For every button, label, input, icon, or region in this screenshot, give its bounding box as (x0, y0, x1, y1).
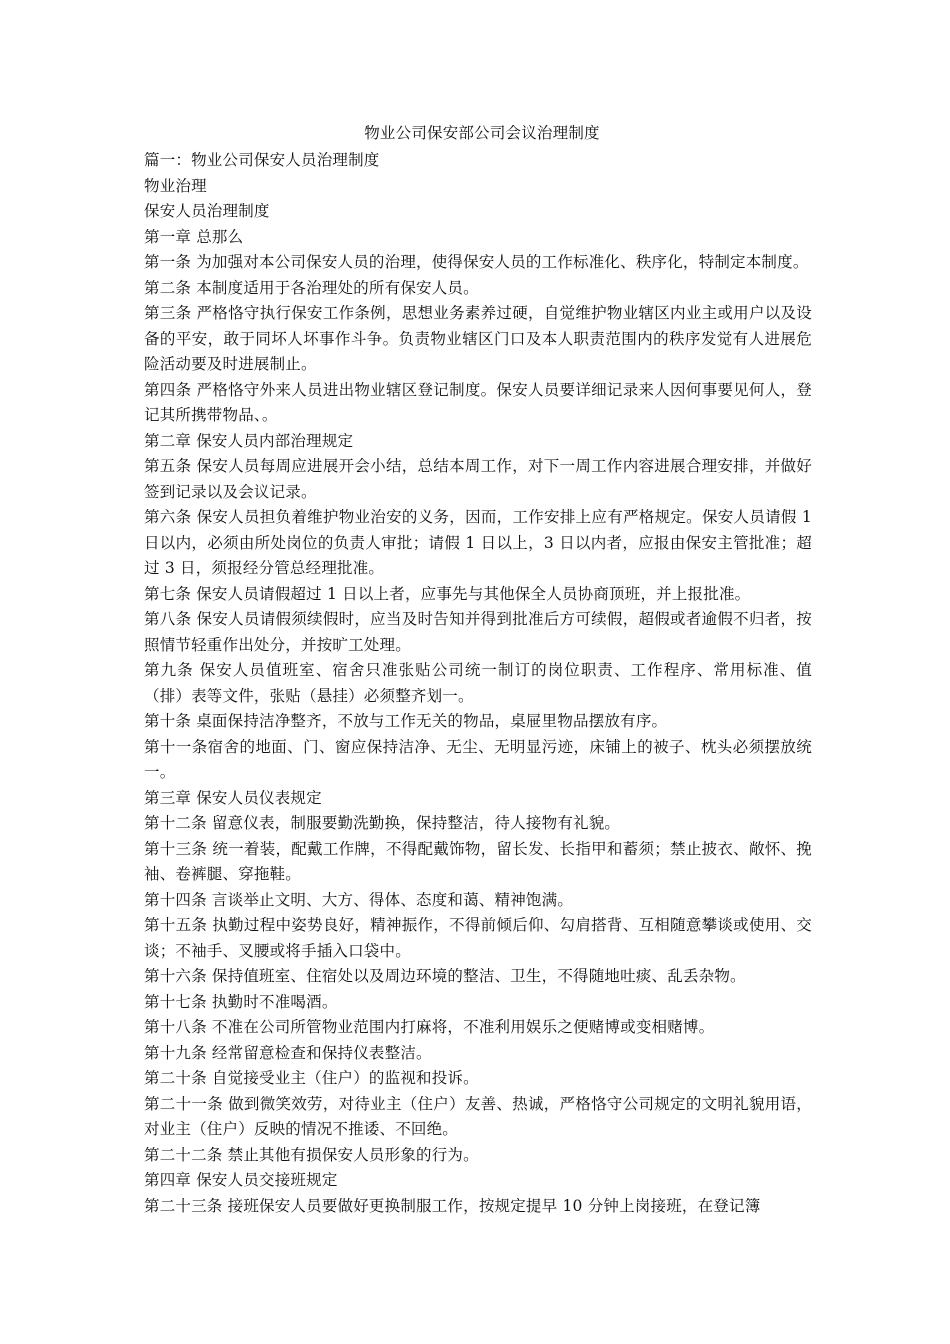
document-paragraph: 第二十三条 接班保安人员要做好更换制服工作，按规定提早 10 分钟上岗接班，在登记簿 (144, 1196, 761, 1215)
document-paragraph: 第二条 本制度适用于各治理处的所有保安人员。 (144, 278, 479, 297)
document-paragraph: 第十条 桌面保持洁净整齐，不放与工作无关的物品，桌屉里物品摆放有序。 (144, 712, 668, 730)
document-paragraph: 第一条 为加强对本公司保安人员的治理，使得保安人员的工作标准化、秩序化，特制定本制度。 (144, 253, 809, 271)
document-body (144, 120, 812, 1219)
document-paragraph: 第二十二条 禁止其他有损保安人员形象的行为。 (144, 1145, 479, 1164)
document-paragraph: 第三条 严格恪守执行保安工作条例，思想业务素养过硬，自觉维护物业辖区内业主或用户以及设备的平安，敢于同坏人坏事作斗争。负责物业辖区门口及本人职责范围内的秩序发觉有人进展危险活动要及时进展制止。 (144, 304, 812, 373)
document-paragraph: 第十八条 不准在公司所管物业范围内打麻将，不准利用娱乐之便赌博或变相赌博。 (144, 1018, 715, 1036)
document-paragraph: 第三章 保安人员仪表规定 (144, 788, 322, 807)
document-paragraph: 第十九条 经常留意检查和保持仪表整洁。 (144, 1043, 432, 1062)
document-paragraph: 第八条 保安人员请假须续假时，应当及时告知并得到批准后方可续假，超假或者逾假不归者，按照情节轻重作出处分，并按旷工处理。 (144, 610, 812, 654)
document-title: 物业公司保安部公司会议治理制度 (364, 124, 600, 142)
document-paragraph: 保安人员治理制度 (144, 202, 270, 220)
document-paragraph: 第十四条 言谈举止文明、大方、得体、态度和蔼、精神饱满。 (144, 890, 574, 909)
document-paragraph: 第十五条 执勤过程中姿势良好，精神振作，不得前倾后仰、勾肩搭背、互相随意攀谈或使用、交谈；不袖手、叉腰或将手插入口袋中。 (144, 916, 812, 960)
document-paragraph: 第十三条 统一着装，配戴工作牌，不得配戴饰物，留长发、长指甲和蓄须；禁止披衣、敞怀、挽袖、卷裤腿、穿拖鞋。 (144, 839, 812, 883)
document-paragraph: 第十一条宿舍的地面、门、窗应保持洁净、无尘、无明显污迹，床铺上的被子、枕头必须摆放统一。 (144, 737, 812, 781)
document-paragraph: 第十二条 留意仪表，制服要勤洗勤换，保持整洁，待人接物有礼貌。 (144, 814, 621, 832)
document-paragraph: 第二十一条 做到微笑效劳，对待业主（住户）友善、热诚，严格恪守公司规定的文明礼貌用语，对业主（住户）反映的情况不推诿、不回绝。 (144, 1094, 812, 1138)
document-paragraph: 第二十条 自觉接受业主（住户）的监视和投诉。 (144, 1069, 479, 1087)
document-paragraph: 第九条 保安人员值班室、宿舍只准张贴公司统一制订的岗位职责、工作程序、常用标准、值（排）表等文件，张贴（悬挂）必须整齐划一。 (144, 661, 812, 705)
document-paragraph: 第五条 保安人员每周应进展开会小结，总结本周工作，对下一周工作内容进展合理安排，并做好签到记录以及会议记录。 (144, 457, 812, 501)
document-paragraph: 物业治理 (144, 176, 207, 195)
document-paragraph: 第六条 保安人员担负着维护物业治安的义务，因而，工作安排上应有严格规定。保安人员请假 1 日以内，必须由所处岗位的负责人审批；请假 1 日以上，3 日以内者，应报由保安主管批准；超过 3 日，须报经分管总经理批准。 (144, 508, 812, 577)
document-paragraph: 第四章 保安人员交接班规定 (144, 1171, 338, 1189)
document-paragraph: 第二章 保安人员内部治理规定 (144, 431, 354, 450)
document-paragraph: 第十七条 执勤时不准喝酒。 (144, 992, 338, 1011)
document-paragraph: 篇一：物业公司保安人员治理制度 (144, 151, 380, 169)
paragraph-list (144, 148, 812, 1219)
document-paragraph: 第七条 保安人员请假超过 1 日以上者，应事先与其他保全人员协商顶班，并上报批准。 (144, 584, 751, 603)
document-paragraph: 第四条 严格恪守外来人员进出物业辖区登记制度。保安人员要详细记录来人因何事要见何人，登记其所携带物品、。 (144, 380, 812, 424)
document-paragraph: 第十六条 保持值班室、住宿处以及周边环境的整洁、卫生，不得随地吐痰、乱丢杂物。 (144, 967, 746, 985)
document-paragraph: 第一章 总那么 (144, 227, 244, 246)
